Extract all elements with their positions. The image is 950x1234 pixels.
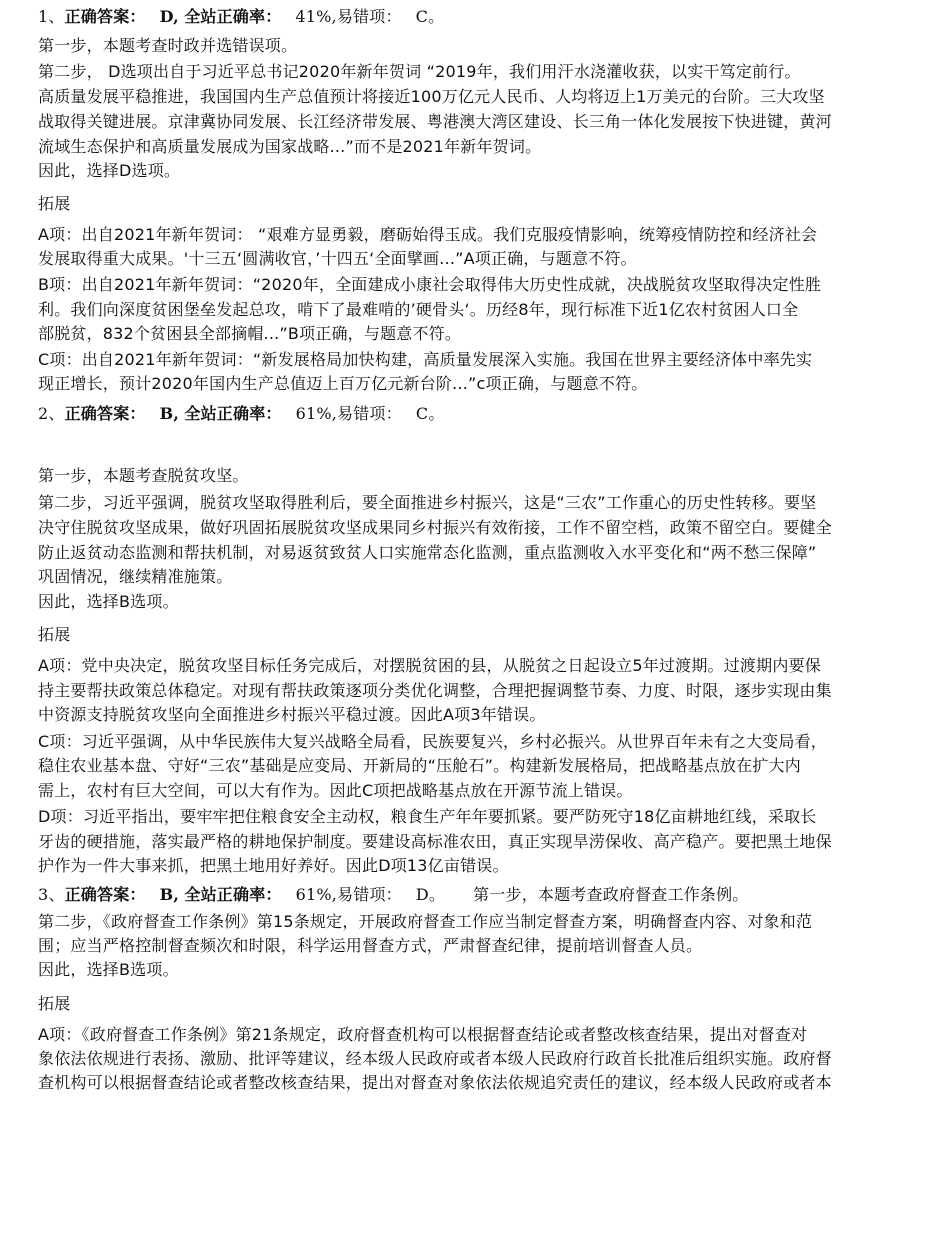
q2-err-label: 易错项： [337,404,402,423]
q1-err-label: 易错项： [336,7,402,26]
q1-option-b-line3: 部脱贫，832个贫困县全部摘帽...”B项正确，与题意不符。 [38,324,462,343]
q3-answer-line [38,884,918,906]
q1-step1: 第一步，本题考查时政并选错误项。 [38,36,298,55]
q2-step2-line3: 防止返贫动态监测和帮扶机制，对易返贫致贫人口实施常态化监测，重点监测收入水平变化和“两不愁三保障” [38,543,817,562]
q1-answer-line [38,6,918,28]
q2-option-c-line1: C项：习近平强调，从中华民族伟大复兴战略全局看，民族要复兴，乡村必振兴。从世界百年未有之大变局看， [38,732,827,751]
q2-option-c-line2: 稳住农业基本盘、守好“三农”基础是应变局、开新局的“压舱石”。构建新发展格局，把战略基点放在扩大内 [38,756,801,775]
q1-option-c-line2: 现正增长，预计2020年国内生产总值迈上百万亿元新台阶...”c项正确，与题意不符。 [38,374,648,393]
q3-answer-label: 正确答案： [64,885,146,904]
q1-rate-label: 全站正确率： [184,7,282,26]
q1-option-c-line1: C项：出自2021年新年贺词：“新发展格局加快构建，高质量发展深入实施。我国在世界主要经济体中率先实 [38,350,813,369]
q2-step2-line2: 决守住脱贫攻坚成果，做好巩固拓展脱贫攻坚成果同乡村振兴有效衔接，工作不留空档，政策不留空白。要健全 [38,518,832,537]
q2-option-c-line3: 需上，农村有巨大空间，可以大有作为。因此C项把战略基点放在开源节流上错误。 [38,781,633,800]
q3-rate-label: 全站正确率： [184,885,282,904]
q1-answer-label: 正确答案： [64,7,146,26]
q1-option-a-line1: A项：出自2021年新年贺词： “艰难方显勇毅，磨砺始得玉成。我们克服疫情影响，统筹疫情防控和经济社会 [38,225,818,244]
q2-step2-line1: 第二步，习近平强调，脱贫攻坚取得胜利后，要全面推进乡村振兴，这是“三农”工作重心的历史性转移。要坚 [38,493,817,512]
q1-rate: 41%, [295,7,337,26]
q2-step1: 第一步，本题考查脱贫攻坚。 [38,466,249,485]
q3-step2-line2: 围；应当严格控制督查频次和时限，科学运用督查方式，严肃督查纪律，提前培训督查人员。 [38,936,703,955]
q1-step2-line3: 战取得关键进展。京津冀协同发展、长江经济带发展、粤港澳大湾区建设、长三角一体化发展按下快进键，黄河 [38,112,832,131]
q1-option-b-line2: 利。我们向深度贫困堡垒发起总攻，啃下了最难啃的’硬骨头‘。历经8年，现行标准下近1亿农村贫困人口全 [38,300,799,319]
q1-answer: D, [159,7,179,26]
q3-err: D。 [415,885,446,904]
q1-err: C。 [415,7,445,26]
q3-err-label: 易错项： [337,885,402,904]
q2-answer: B, [159,404,180,423]
q2-option-d-line1: D项：习近平指出，要牢牢把住粮食安全主动权，粮食生产年年要抓紧。要严防死守18亿亩耕地红线，采取长 [38,807,817,826]
q2-option-d-line2: 牙齿的硬措施，落实最严格的耕地保护制度。要建设高标准农田，真正实现旱涝保收、高产稳产。要把黑土地保 [38,832,832,851]
q2-option-a-line1: A项：党中央决定，脱贫攻坚目标任务完成后，对摆脱贫困的县，从脱贫之日起设立5年过渡期。过渡期内要保 [38,656,821,675]
q2-extension-title: 拓展 [38,625,71,644]
q2-rate-label: 全站正确率： [184,404,282,423]
q1-extension-title: 拓展 [38,194,71,213]
q2-answer-line [38,403,918,425]
q2-answer-label: 正确答案： [64,404,146,423]
q1-step2-line2: 高质量发展平稳推进，我国国内生产总值预计将接近100万亿元人民币、人均将迈上1万美元的台阶。三大攻坚 [38,87,825,106]
q2-step2-line4: 巩固情况，继续精准施策。 [38,567,233,586]
q3-rate: 61%, [295,885,338,904]
q3-step1: 第一步，本题考查政府督查工作条例。 [473,885,749,904]
q3-option-a-line1: A项：《政府督查工作条例》第21条规定，政府督查机构可以根据督查结论或者整改核查结果，提出对督查对 [38,1025,808,1044]
q3-option-a-line3: 查机构可以根据督查结论或者整改核查结果，提出对督查对象依法依规追究责任的建议，经本级人民政府或者本 [38,1073,832,1092]
q2-option-a-line2: 持主要帮扶政策总体稳定。对现有帮扶政策逐项分类优化调整，合理把握调整节奏、力度、时限，逐步实现由集 [38,681,832,700]
q2-rate: 61%, [295,404,338,423]
q3-step2-line1: 第二步，《政府督查工作条例》第15条规定，开展政府督查工作应当制定督查方案，明确督查内容、对象和范 [38,912,813,931]
q3-answer: B, [159,885,180,904]
q2-option-d-line3: 护作为一件大事来抓，把黑土地用好养好。因此D项13亿亩错误。 [38,856,509,875]
q1-number: 1、 [38,7,65,26]
q1-step2-line1: 第二步， D选项出自于习近平总书记2020年新年贺词 “2019年，我们用汗水浇灌收获，以实干笃定前行。 [38,62,801,81]
q1-step2-line4: 流域生态保护和高质量发展成为国家战略...”而不是2021年新年贺词。 [38,137,542,156]
q2-number: 2、 [38,404,65,423]
q2-err: C。 [415,404,445,423]
q3-extension-title: 拓展 [38,994,71,1013]
q3-option-a-line2: 象依法依规进行表扬、激励、批评等建议，经本级人民政府或者本级人民政府行政首长批准后组织实施。政府督 [38,1049,832,1068]
q3-conclusion: 因此，选择B选项。 [38,960,179,979]
q1-option-a-line2: 发展取得重大成果。'十三五‘圆满收官，’十四五‘全面擘画...”A项正确，与题意不符。 [38,249,637,268]
q1-conclusion: 因此，选择D选项。 [38,161,181,180]
q2-conclusion: 因此，选择B选项。 [38,592,179,611]
q3-number: 3、 [38,885,65,904]
q2-option-a-line3: 中资源支持脱贫攻坚向全面推进乡村振兴平稳过渡。因此A项3年错误。 [38,705,546,724]
q1-option-b-line1: B项：出自2021年新年贺词：“2020年，全面建成小康社会取得伟大历史性成就，决战脱贫攻坚取得决定性胜 [38,275,822,294]
